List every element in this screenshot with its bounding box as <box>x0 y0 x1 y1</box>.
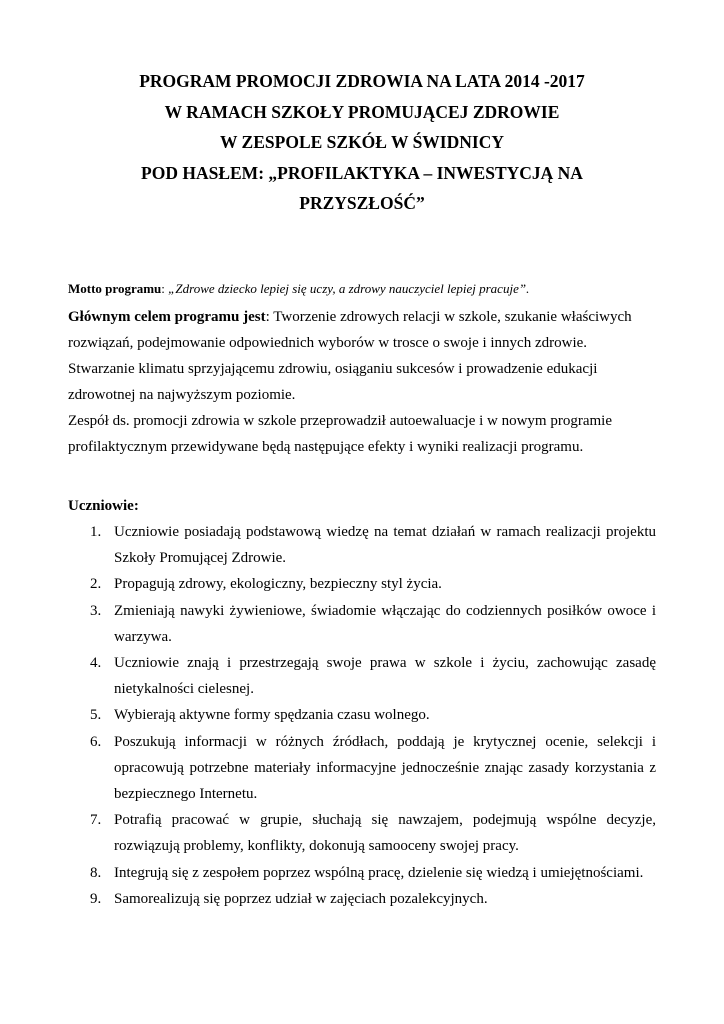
list-item-text: Potrafią pracować w grupie, słuchają się nawzajem, podejmują wspólne decyzje, rozwiązują problemy, konflikty, dokonują samooceny swojej pracy. <box>114 812 656 855</box>
list-item <box>68 807 656 859</box>
title-line-5: PRZYSZŁOŚĆ” <box>299 193 425 213</box>
students-list <box>68 519 656 912</box>
list-item-number: 1. <box>90 524 102 540</box>
goal-paragraph <box>68 304 656 408</box>
title-line-4: POD HASŁEM: „PROFILAKTYKA – INWESTYCJĄ NA <box>141 162 583 183</box>
list-item-number: 4. <box>90 655 102 672</box>
list-item-text: Uczniowie znają i przestrzegają swoje prawa w szkole i życiu, zachowując zasadę nietykalności cielesnej. <box>114 655 656 698</box>
motto-label: Motto programu <box>68 281 162 296</box>
list-item-number: 3. <box>90 602 102 619</box>
goal-label: Głównym celem programu jest <box>68 309 266 325</box>
list-item-text: Samorealizują się poprzez udział w zajęciach pozalekcyjnych. <box>114 890 488 907</box>
list-item-number: 2. <box>90 576 102 593</box>
list-item <box>68 886 656 912</box>
list-item-number: 8. <box>90 864 102 881</box>
motto-separator: : <box>161 281 169 296</box>
list-item-text: Integrują się z zespołem poprzez wspólną pracę, dzielenie się wiedzą i umiejętnościami. <box>114 864 644 881</box>
motto-quote: „Zdrowe dziecko lepiej się uczy, a zdrowy nauczyciel lepiej pracuje”. <box>168 281 530 296</box>
goal-section <box>68 304 656 460</box>
evaluation-paragraph: Zespół ds. promocji zdrowia w szkole przeprowadził autoewaluacje i w nowym programie profilaktycznym przewidywane będą następujące efekty i wyniki realizacji programu. <box>68 413 612 455</box>
list-item-number: 9. <box>90 890 102 907</box>
list-item-number: 7. <box>90 812 102 829</box>
list-item-number: 6. <box>90 733 102 750</box>
list-item <box>68 519 656 571</box>
title-line-3: W ZESPOLE SZKÓŁ W ŚWIDNICY <box>220 132 504 152</box>
list-item-number: 5. <box>90 707 102 724</box>
list-item-text: Wybierają aktywne formy spędzania czasu wolnego. <box>114 707 430 724</box>
students-heading: Uczniowie: <box>68 498 139 514</box>
document-title <box>60 66 664 219</box>
list-item <box>68 860 656 886</box>
title-line-2: W RAMACH SZKOŁY PROMUJĄCEJ ZDROWIE <box>164 101 560 122</box>
list-item <box>68 729 656 808</box>
list-item <box>68 571 656 597</box>
list-item <box>68 702 656 728</box>
motto-paragraph <box>68 280 656 298</box>
list-item-text: Zmieniają nawyki żywieniowe, świadomie włączając do codziennych posiłków owoce i warzywa. <box>114 602 656 645</box>
list-item-text: Poszukują informacji w różnych źródłach, poddają je krytycznej ocenie, selekcji i opracowują potrzebne materiały informacyjne jednocześnie znając zasady korzystania z bezpiecznego Internetu. <box>114 733 656 803</box>
title-line-1: PROGRAM PROMOCJI ZDROWIA NA LATA 2014 -2017 <box>139 71 585 91</box>
list-item <box>68 650 656 702</box>
list-item <box>68 598 656 650</box>
list-item-text: Propagują zdrowy, ekologiczny, bezpieczny styl życia. <box>114 576 442 593</box>
list-item-text: Uczniowie posiadają podstawową wiedzę na temat działań w ramach realizacji projektu Szkoły Promującej Zdrowie. <box>114 524 656 567</box>
goal-text: : Tworzenie zdrowych relacji w szkole, szukanie właściwych rozwiązań, podejmowanie odpowiednich wyborów w trosce o swoje i innych zdrowie. Stwarzanie klimatu sprzyjającemu zdrowiu, osiąganiu sukcesów i prowadzenie edukacji zdrowotnej na najwyższym poziomie. <box>68 309 632 403</box>
